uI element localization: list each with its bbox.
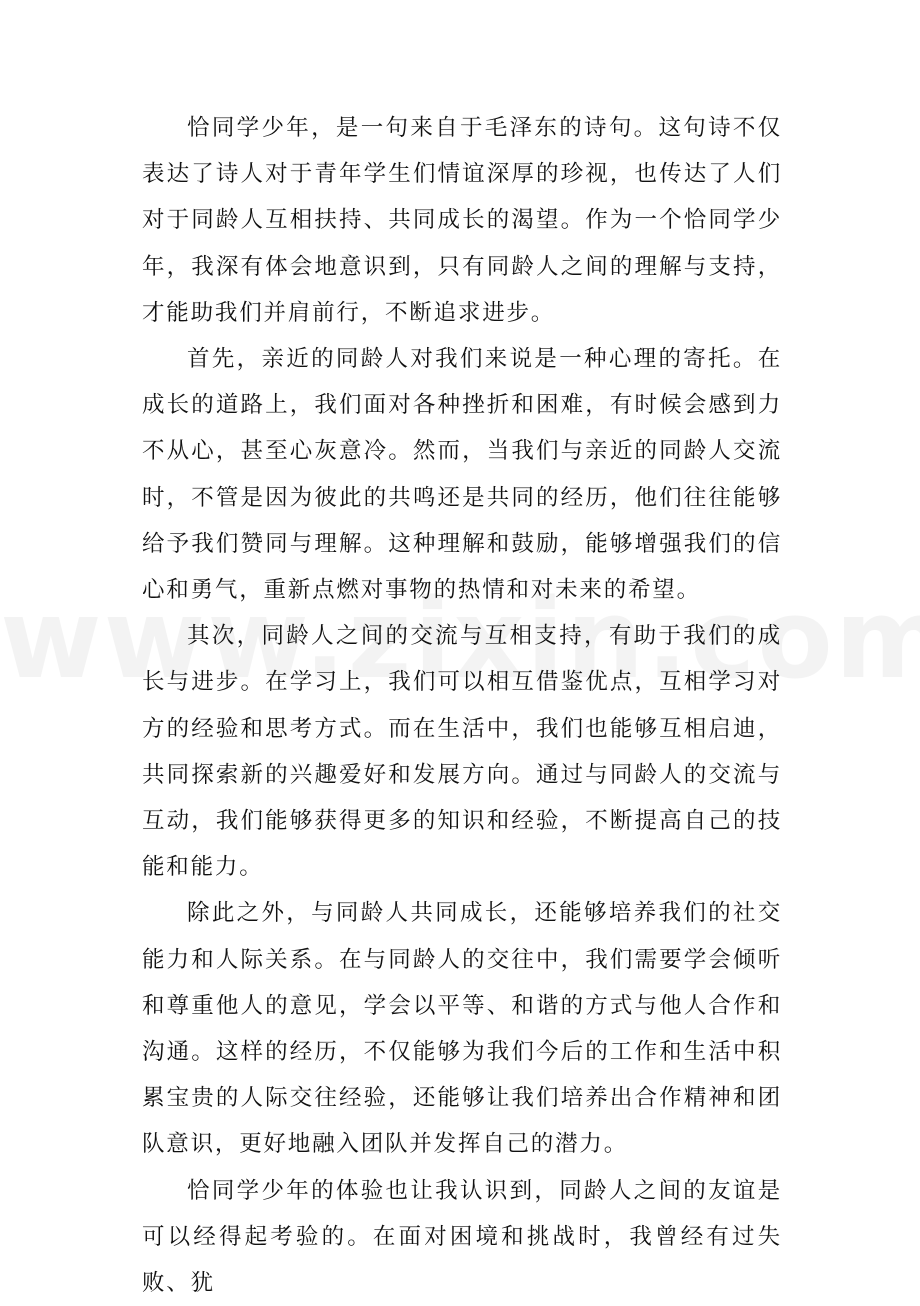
paragraph-4: 除此之外，与同龄人共同成长，还能够培养我们的社交能力和人际关系。在与同龄人的交往中，我们需要学会倾听和尊重他人的意见，学会以平等、和谐的方式与他人合作和沟通。这样的经历，不仅能够为我们今后的工作和生活中积累宝贵的人际交往经验，还能够让我们培养出合作精神和团队意识，更好地融入团队并发挥自己的潜力。 bbox=[142, 900, 782, 1158]
paragraph-3: 其次，同龄人之间的交流与互相支持，有助于我们的成长与进步。在学习上，我们可以相互借鉴优点，互相学习对方的经验和思考方式。而在生活中，我们也能够互相启迪，共同探索新的兴趣爱好和发展方向。通过与同龄人的交流与互动，我们能够获得更多的知识和经验，不断提高自己的技能和能力。 bbox=[142, 623, 782, 881]
paragraph-5: 恰同学少年的体验也让我认识到，同龄人之间的友谊是可以经得起考验的。在面对困境和挑战时，我曾经有过失败、犹 bbox=[142, 1177, 782, 1297]
document-body bbox=[142, 105, 782, 1306]
paragraph-2: 首先，亲近的同龄人对我们来说是一种心理的寄托。在成长的道路上，我们面对各种挫折和困难，有时候会感到力不从心，甚至心灰意冷。然而，当我们与亲近的同龄人交流时，不管是因为彼此的共鸣还是共同的经历，他们往往能够给予我们赞同与理解。这种理解和鼓励，能够增强我们的信心和勇气，重新点燃对事物的热情和对未来的希望。 bbox=[142, 346, 782, 604]
paragraph-1: 恰同学少年，是一句来自于毛泽东的诗句。这句诗不仅表达了诗人对于青年学生们情谊深厚的珍视，也传达了人们对于同龄人互相扶持、共同成长的渴望。作为一个恰同学少年，我深有体会地意识到，只有同龄人之间的理解与支持，才能助我们并肩前行，不断追求进步。 bbox=[142, 115, 782, 326]
